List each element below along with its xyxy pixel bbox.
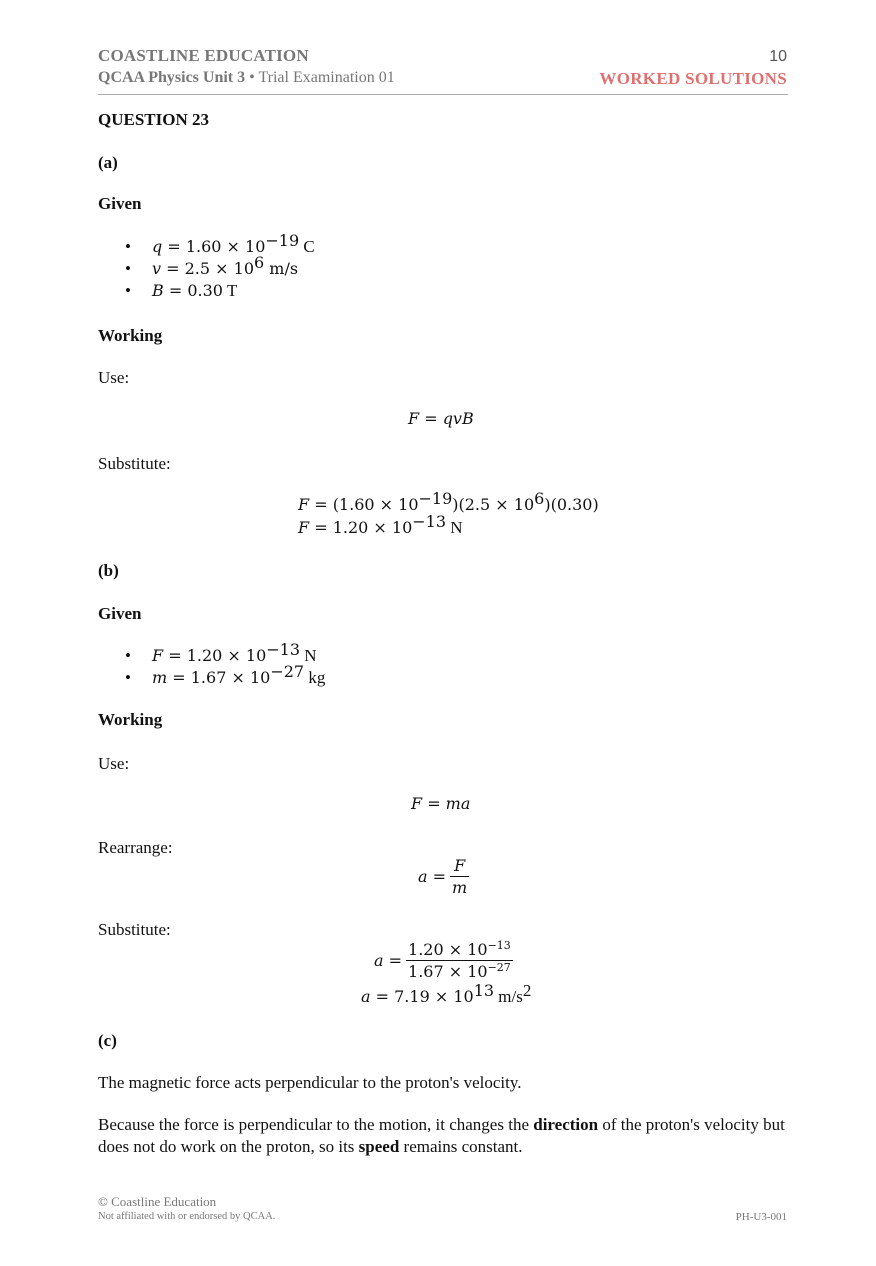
list-item: • $q = 1.60 \times 10^{-19}$ C — [125, 231, 315, 256]
part-b-substitute-label: Substitute: — [98, 920, 171, 939]
part-a-substitution-line-2: $F = 1.20 \times 10^{-13}$ N — [298, 512, 463, 537]
part-b-substitution-equation: a = $\frac{1.20 \times 10^{-13}}{1.67 \times 10^{-27}}$ — [374, 939, 511, 981]
subtitle-course: QCAA Physics Unit 3 — [98, 69, 246, 86]
list-item: • B = 0.30 T — [125, 281, 238, 300]
part-b-working-heading: Working — [98, 710, 163, 729]
part-b-result: $a = 7.19 \times 10^{13}$ $m/s^2$ — [361, 981, 532, 1006]
bullet: • — [125, 237, 131, 256]
page-number: 10 — [769, 48, 787, 65]
footer-disclaimer: Not affiliated with or endorsed by QCAA. — [98, 1211, 276, 1222]
question-title: QUESTION 23 — [98, 110, 209, 129]
part-a-given-list — [98, 231, 315, 302]
part-c-paragraph-1: The magnetic force acts perpendicular to the proton's velocity. — [98, 1073, 522, 1092]
exam-subtitle — [98, 69, 395, 87]
part-a-given-heading: Given — [98, 194, 142, 213]
subtitle-exam: • Trial Examination 01 — [245, 69, 395, 86]
list-item: • $m = 1.67 \times 10^{-27}$ kg — [125, 662, 326, 687]
part-c-label: (c) — [98, 1031, 117, 1050]
part-b-formula: F = ma — [411, 794, 471, 813]
part-b-rearranged-equation: a = $\frac{F}{m}$ — [418, 856, 468, 897]
part-a-substitution-line-1: $F = (1.60 \times 10^{-19})(2.5 \times 10^6)(0.30)$ — [298, 489, 599, 514]
brand-name: COASTLINE EDUCATION — [98, 46, 309, 65]
part-b-label: (b) — [98, 561, 119, 580]
part-b-use-label: Use: — [98, 754, 130, 773]
footer-copyright: © Coastline Education — [98, 1194, 217, 1209]
header-divider — [98, 94, 788, 95]
bullet: • — [125, 259, 131, 278]
footer-document-code: PH-U3-001 — [735, 1211, 787, 1223]
part-a-use-label: Use: — [98, 368, 130, 387]
part-b-given-heading: Given — [98, 604, 142, 623]
list-item: • $F = 1.20 \times 10^{-13}$ N — [125, 640, 317, 665]
fraction: $\frac{1.20 \times 10^{-13}}{1.67 \times 10^{-27}}$ — [408, 939, 511, 981]
section-label: WORKED SOLUTIONS — [599, 69, 787, 88]
part-a-label: (a) — [98, 153, 118, 172]
part-c-paragraph-2: Because the force is perpendicular to the motion, it changes the direction of the proton's velocity but does not do work on the proton, so its speed remains constant. — [98, 1115, 785, 1156]
list-item: • $v = 2.5 \times 10^6$ m/s — [125, 253, 299, 278]
bullet: • — [125, 668, 131, 687]
bullet: • — [125, 281, 131, 300]
part-a-substitute-label: Substitute: — [98, 454, 171, 473]
part-a-working-heading: Working — [98, 326, 163, 345]
part-a-formula: F = qvB — [408, 409, 474, 428]
part-b-rearrange-label: Rearrange: — [98, 838, 173, 857]
bullet: • — [125, 646, 131, 665]
fraction: $\frac{F}{m}$ — [452, 856, 468, 897]
part-b-given-list — [98, 640, 326, 689]
